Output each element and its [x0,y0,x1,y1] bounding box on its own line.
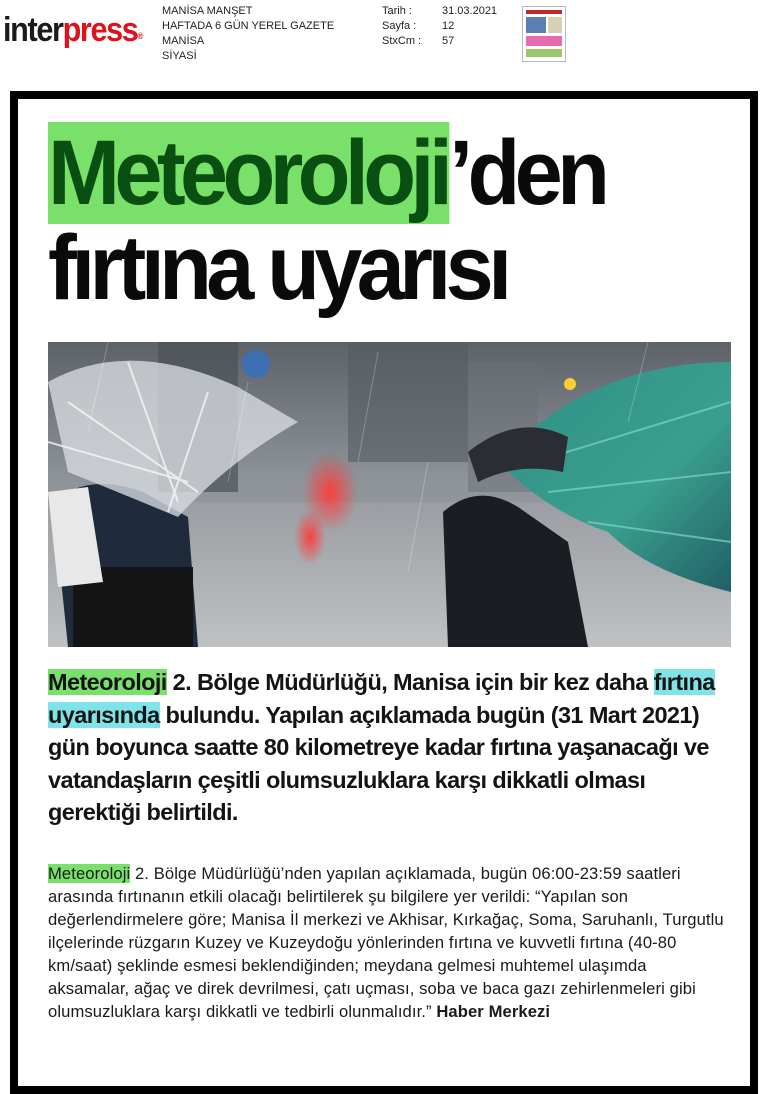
logo-registered-mark: ® [137,31,143,41]
article-frame [10,91,758,1094]
interpress-logo [3,10,142,50]
lead-text-part1: 2. Bölge Müdürlüğü, Manisa için bir kez daha [166,669,654,695]
lead-paragraph [48,666,731,829]
body-highlight-meteoroloji: Meteoroloji [48,864,131,883]
date-label: Tarih : [382,5,412,17]
clip-meta-values [442,4,497,49]
stxcm-label: StxCm : [382,35,422,47]
lead-text-part2: bulundu. Yapılan açıklamada bugün (31 Mart 2021) gün boyunca saatte 80 kilometreye kadar fırtına yaşanacağı ve vatandaşların çeşitli olumsuzluklara karşı dikkatli olması gerektiği belirtildi. [48,701,709,825]
logo-text-press: press [62,11,138,49]
date-value: 31.03.2021 [442,5,498,17]
storm-photo [48,342,731,647]
publication-frequency: HAFTADA 6 GÜN YEREL GAZETE [162,20,335,32]
publication-name: MANİSA MANŞET [162,5,253,17]
lead-highlight-firtina: fırtına uyarısında [48,669,715,728]
byline: Haber Merkezi [436,1002,551,1021]
stxcm-value: 57 [442,35,455,47]
lead-highlight-meteoroloji: Meteoroloji [48,669,167,695]
publication-city: MANİSA [162,35,205,47]
headline-suffix: ’den [449,122,605,224]
logo-text-inter: inter [3,11,63,49]
page-value: 12 [442,20,455,32]
headline-line-2: fırtına uyarısı [48,217,507,319]
page-thumbnail[interactable] [522,6,566,62]
clip-meta-labels [382,4,421,49]
publication-section: SİYASİ [162,50,197,62]
page-label: Sayfa : [382,20,417,32]
publication-info [162,4,334,64]
body-paragraph [48,862,731,1023]
headline-highlight-word: Meteoroloji [48,122,448,224]
body-text: 2. Bölge Müdürlüğü’nden yapılan açıklamada, bugün 06:00-23:59 saatleri arasında fırtınanın etkili olacağı belirtilerek şu bilgilere yer verildi: “Yapılan son değerlendirmelere göre; Manisa İl merkezi ve Akhisar, Kırkağaç, Soma, Saruhanlı, Turgutlu ilçelerinde rüzgarın Kuzey ve Kuzeydoğu yönlerinden fırtına ve kuvvetli fırtına (40-80 km/saat) şeklinde esmesi beklendiğinden; meydana gelmesi muhtemel ulaşımda aksamalar, ağaç ve direk devrilmesi, çatı uçması, soba ve baca gazı zehirlenmeleri gibi olumsuzluklara karşı dikkatli ve tedbirli olunmalıdır.” [48,864,724,1021]
headline-line-1 [48,123,604,223]
